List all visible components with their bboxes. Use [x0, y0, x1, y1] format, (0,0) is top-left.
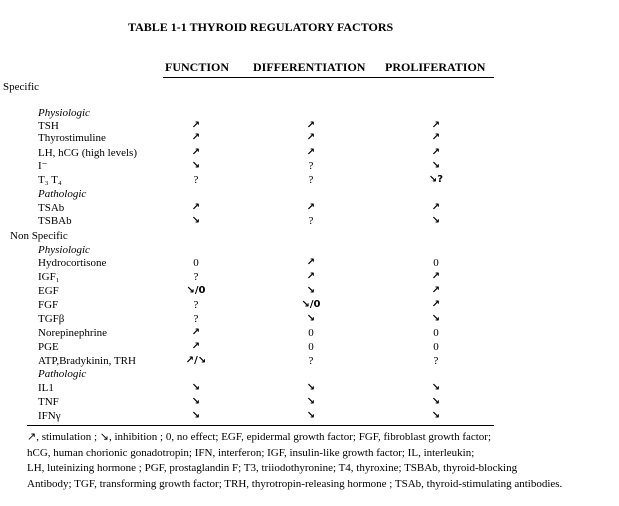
footnote [27, 430, 617, 492]
proliferation-cell: ↗ [431, 299, 441, 310]
row-label: Thyrostimuline [38, 132, 106, 144]
function-cell: ↘ [191, 215, 201, 226]
proliferation-cell: ↘ [431, 313, 441, 324]
header-function: FUNCTION [165, 60, 230, 74]
differentiation-cell: ? [308, 355, 314, 367]
row-label: I⁻ [38, 160, 48, 172]
row-label: Norepinephrine [38, 327, 108, 339]
function-cell: ↗ [191, 327, 201, 338]
proliferation-cell: ↗ [431, 147, 441, 158]
section-non-specific: Non Specific [10, 230, 68, 242]
footnote-line: Antibody; TGF, transforming growth factor; TRH, thyrotropin-releasing hormone ; TSAb, thyroid-stimulating antibodies. [27, 477, 563, 490]
section-specific: Specific [3, 81, 40, 93]
row-label: TSH [38, 120, 59, 132]
function-cell: ↗ [191, 120, 201, 131]
function-cell: ↗ [191, 132, 201, 143]
row-label: IGF₁ [38, 271, 60, 283]
differentiation-cell: 0 [308, 341, 314, 353]
subsection-label: Physiologic [38, 107, 90, 119]
proliferation-cell: ↗ [431, 271, 441, 282]
footnote-line: hCG, human chorionic gonadotropin; IFN, interferon; IGF, insulin-like growth factor; IL, interleukin; [27, 446, 475, 459]
differentiation-cell: ↘ [306, 382, 316, 393]
proliferation-cell: ↘? [428, 174, 444, 185]
footer-rule [27, 425, 494, 426]
differentiation-cell: ↘ [306, 313, 316, 324]
differentiation-cell: ↘ [306, 285, 316, 296]
row-label: Hydrocortisone [38, 257, 107, 269]
differentiation-cell: ↘ [306, 396, 316, 407]
function-cell: ↘ [191, 160, 201, 171]
differentiation-cell: ↗ [306, 147, 316, 158]
proliferation-cell: ? [433, 355, 439, 367]
differentiation-cell: ↗ [306, 120, 316, 131]
header-differentiation: DIFFERENTIATION [253, 60, 366, 74]
function-cell: ↗ [191, 147, 201, 158]
function-cell: 0 [193, 257, 199, 269]
function-cell: ? [193, 313, 199, 325]
row-label: FGF [38, 299, 59, 311]
proliferation-cell: ↗ [431, 132, 441, 143]
header-proliferation: PROLIFERATION [385, 60, 486, 74]
differentiation-cell: ? [308, 215, 314, 227]
function-cell: ↗ [191, 341, 201, 352]
function-cell: ↗ [191, 202, 201, 213]
function-cell: ↘ [191, 410, 201, 421]
row-label: T₃ T₄ [38, 174, 62, 186]
differentiation-cell: ? [308, 174, 314, 186]
function-cell: ? [193, 271, 199, 283]
differentiation-cell: ? [308, 160, 314, 172]
proliferation-cell: ↘ [431, 382, 441, 393]
row-label: ATP,Bradykinin, TRH [38, 355, 136, 367]
row-label: TNF [38, 396, 59, 408]
function-cell: ? [193, 299, 199, 311]
footnote-line: LH, luteinizing hormone ; PGF, prostaglandin F; T3, triiodothyronine; T4, thyroxine; TSBAb, thyroid-blocking [27, 462, 518, 474]
proliferation-cell: ↗ [431, 285, 441, 296]
differentiation-cell: ↗ [306, 132, 316, 143]
table-title: TABLE 1-1 THYROID REGULATORY FACTORS [128, 20, 394, 34]
row-label: EGF [38, 285, 59, 297]
row-label: TGFβ [38, 313, 65, 325]
subsection-label: Pathologic [38, 188, 87, 200]
row-label: IL1 [38, 382, 54, 394]
differentiation-cell: ↘ [306, 410, 316, 421]
function-cell: ↘/0 [186, 285, 206, 296]
function-cell: ↗/↘ [185, 355, 207, 366]
row-label: TSAb [38, 202, 65, 214]
row-label: PGE [38, 341, 59, 353]
footnote-line: ↗, stimulation ; ↘, inhibition ; 0, no effect; EGF, epidermal growth factor; FGF, fibroblast growth factor; [27, 431, 492, 443]
proliferation-cell: 0 [433, 327, 439, 339]
function-cell: ↘ [191, 396, 201, 407]
header-rule [163, 77, 494, 78]
proliferation-cell: ↘ [431, 396, 441, 407]
function-cell: ↘ [191, 382, 201, 393]
differentiation-cell: 0 [308, 327, 314, 339]
function-cell: ? [193, 174, 199, 186]
differentiation-cell: ↗ [306, 257, 316, 268]
row-label: LH, hCG (high levels) [38, 147, 137, 159]
differentiation-cell: ↘/0 [301, 299, 321, 310]
differentiation-cell: ↗ [306, 202, 316, 213]
differentiation-cell: ↗ [306, 271, 316, 282]
proliferation-cell: 0 [433, 341, 439, 353]
proliferation-cell: 0 [433, 257, 439, 269]
row-label: TSBAb [38, 215, 72, 227]
proliferation-cell: ↘ [431, 410, 441, 421]
proliferation-cell: ↗ [431, 202, 441, 213]
row-label: IFNγ [38, 410, 61, 422]
subsection-label: Pathologic [38, 368, 87, 380]
subsection-label: Physiologic [38, 244, 90, 256]
proliferation-cell: ↗ [431, 120, 441, 131]
proliferation-cell: ↘ [431, 215, 441, 226]
proliferation-cell: ↘ [431, 160, 441, 171]
